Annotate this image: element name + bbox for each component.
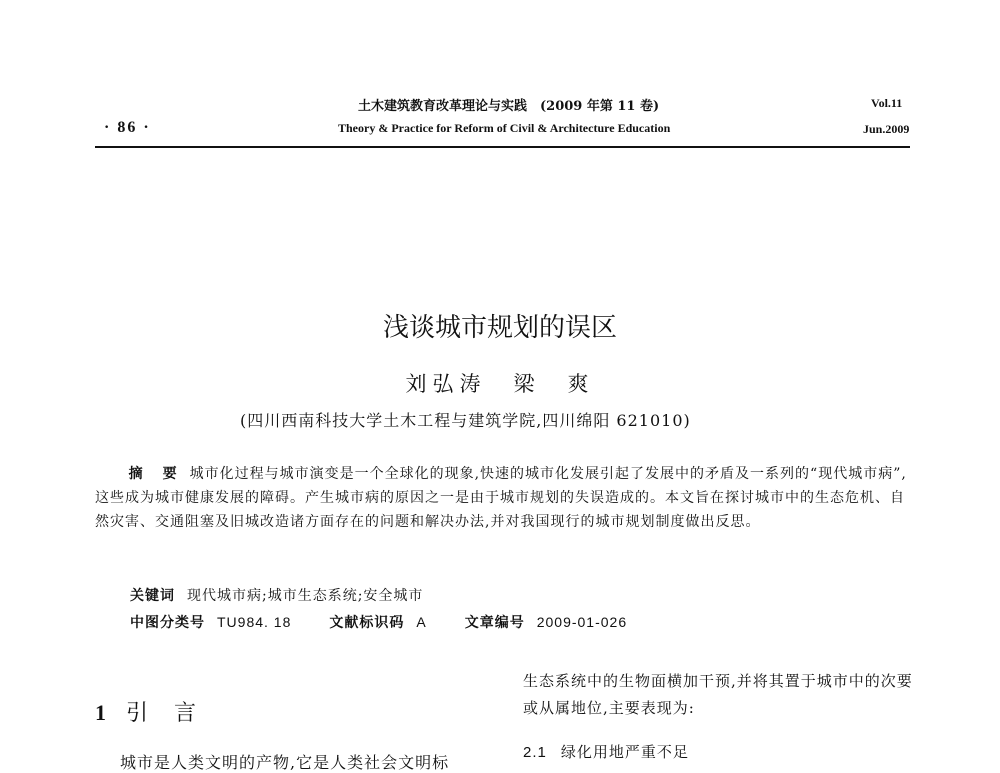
paper-authors: 刘弘涛 梁 爽 <box>405 372 595 396</box>
keywords-line <box>130 585 423 605</box>
left-column-text: 城市是人类文明的产物,它是人类社会文明标 <box>120 753 450 772</box>
classification-line <box>130 612 665 632</box>
article-number-value: 2009-01-026 <box>536 614 628 630</box>
journal-date: Jun.2009 <box>863 122 910 136</box>
keywords-label: 关键词 <box>130 588 175 604</box>
page-number: · 86 · <box>104 119 151 136</box>
section-title: 引言 <box>126 701 223 726</box>
subsection-number: 2.1 <box>523 744 547 761</box>
section-heading <box>95 696 222 727</box>
keywords-text: 现代城市病;城市生态系统;安全城市 <box>187 588 424 604</box>
doc-code-label: 文献标识码 <box>329 615 405 631</box>
journal-title-en: Theory & Practice for Reform of Civil & Architecture Education <box>338 121 671 135</box>
abstract-label: 摘 要 <box>128 466 180 482</box>
right-column-paragraph: 生态系统中的生物面横加干预,并将其置于城市中的次要或从属地位,主要表现为: <box>523 672 913 717</box>
paper-affiliation: (四川西南科技大学土木工程与建筑学院,四川绵阳 621010) <box>240 411 691 430</box>
header-rule <box>95 146 910 148</box>
subsection-title: 绿化用地严重不足 <box>560 743 689 761</box>
journal-volume: Vol.11 <box>871 96 903 110</box>
doc-code-value: A <box>416 614 427 630</box>
subsection-heading <box>523 741 689 762</box>
clc-value: TU984. 18 <box>217 614 292 630</box>
article-number-label: 文章编号 <box>464 615 525 631</box>
journal-title-cn: 土木建筑教育改革理论与实践 (2009 年第 11 卷) <box>358 99 660 114</box>
clc-label: 中图分类号 <box>130 615 205 631</box>
paper-title: 浅谈城市规划的误区 <box>382 313 617 343</box>
abstract-text: 城市化过程与城市演变是一个全球化的现象,快速的城市化发展引起了发展中的矛盾及一系列的“现代城市病”,这些成为城市健康发展的障碍。产生城市病的原因之一是由于城市规划的失误造成的。本文旨在探讨城市中的生态危机、自然灾害、交通阻塞及旧城改造诸方面存在的问题和解决办法,并对我国现行的城市规划制度做出反思。 <box>95 466 907 530</box>
section-number: 1 <box>95 700 106 725</box>
abstract-paragraph <box>95 462 910 534</box>
